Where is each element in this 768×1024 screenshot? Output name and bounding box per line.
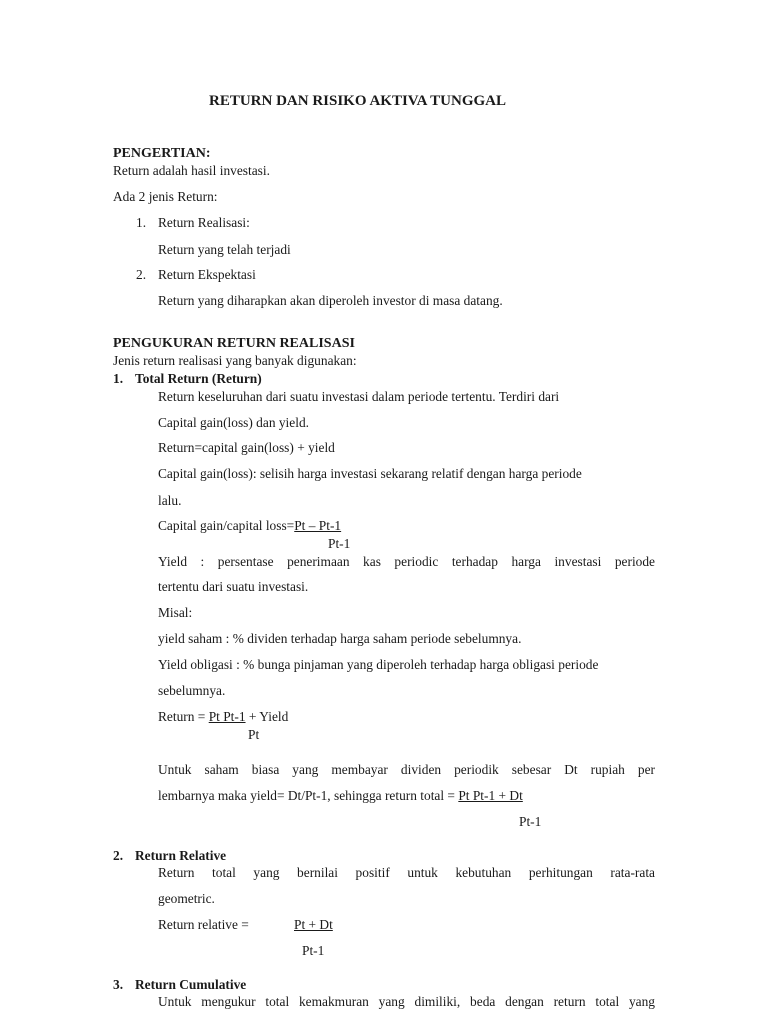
formula-numerator: Pt Pt-1 (208, 709, 246, 724)
list-number: 2. (136, 267, 147, 282)
formula-numerator: Pt Pt-1 + Dt (458, 788, 523, 803)
text-line: lalu. (158, 493, 182, 508)
text-line: Misal: (158, 605, 193, 620)
subheading-return-cumulative (113, 978, 246, 991)
formula-denominator: Pt (248, 727, 260, 742)
text-line: Return keseluruhan dari suatu investasi dalam periode tertentu. Terdiri dari (158, 389, 560, 404)
list-description: Return yang telah terjadi (158, 242, 291, 257)
list-description: Return yang diharapkan akan diperoleh investor di masa datang. (158, 293, 503, 308)
text-line: sebelumnya. (158, 683, 226, 698)
text-line-justified: Return total yang bernilai positif untuk kebutuhan perhitungan rata-rata (158, 865, 655, 880)
subheading-label: Return Relative (135, 848, 227, 863)
total-return-formula (158, 789, 523, 802)
subheading-return-relative (113, 849, 226, 862)
return-formula (158, 710, 288, 723)
formula-denominator: Pt-1 (302, 943, 325, 958)
text-line: Capital gain(loss) dan yield. (158, 415, 309, 430)
return-relative-formula (158, 918, 249, 931)
list-label: Return Realisasi: (158, 215, 250, 230)
section-heading-pengukuran: PENGUKURAN RETURN REALISASI (113, 336, 355, 351)
formula-suffix: + Yield (245, 709, 289, 724)
paragraph: Jenis return realisasi yang banyak digunakan: (113, 353, 357, 368)
paragraph: Return adalah hasil investasi. (113, 163, 270, 178)
list-item (136, 216, 250, 229)
list-label: Return Ekspektasi (158, 267, 256, 282)
formula-label: Return relative = (158, 917, 249, 932)
list-number: 3. (113, 977, 124, 992)
list-number: 1. (136, 215, 147, 230)
list-item (136, 268, 256, 281)
paragraph: Ada 2 jenis Return: (113, 189, 218, 204)
page-title: RETURN DAN RISIKO AKTIVA TUNGGAL (209, 93, 507, 109)
subheading-label: Return Cumulative (135, 977, 247, 992)
list-number: 1. (113, 371, 124, 386)
text-line: yield saham : % dividen terhadap harga saham periode sebelumnya. (158, 631, 522, 646)
list-number: 2. (113, 848, 124, 863)
text-line: Yield obligasi : % bunga pinjaman yang diperoleh terhadap harga obligasi periode (158, 657, 599, 672)
formula-denominator: Pt-1 (519, 814, 542, 829)
capital-gain-formula (158, 519, 341, 532)
text-line-justified: Untuk saham biasa yang membayar dividen periodik sebesar Dt rupiah per (158, 762, 655, 777)
text-line: geometric. (158, 891, 215, 906)
formula-label: lembarnya maka yield= Dt/Pt-1, sehingga return total = (158, 788, 459, 803)
formula-label: Return = (158, 709, 209, 724)
formula-denominator: Pt-1 (328, 536, 351, 551)
text-line: Capital gain(loss): selisih harga investasi sekarang relatif dengan harga periode (158, 466, 582, 481)
section-heading-pengertian: PENGERTIAN: (113, 146, 211, 161)
subheading-label: Total Return (Return) (135, 371, 262, 386)
formula-numerator: Pt + Dt (294, 917, 333, 932)
subheading-total-return (113, 372, 262, 385)
text-line-justified: Untuk mengukur total kemakmuran yang dimiliki, beda dengan return total yang (158, 994, 655, 1009)
text-line-justified: Yield : persentase penerimaan kas periodic terhadap harga investasi periode (158, 554, 655, 569)
formula-label: Capital gain/capital loss= (158, 518, 295, 533)
formula-line: Return=capital gain(loss) + yield (158, 440, 335, 455)
text-line: tertentu dari suatu investasi. (158, 579, 309, 594)
formula-numerator: Pt – Pt-1 (294, 518, 342, 533)
